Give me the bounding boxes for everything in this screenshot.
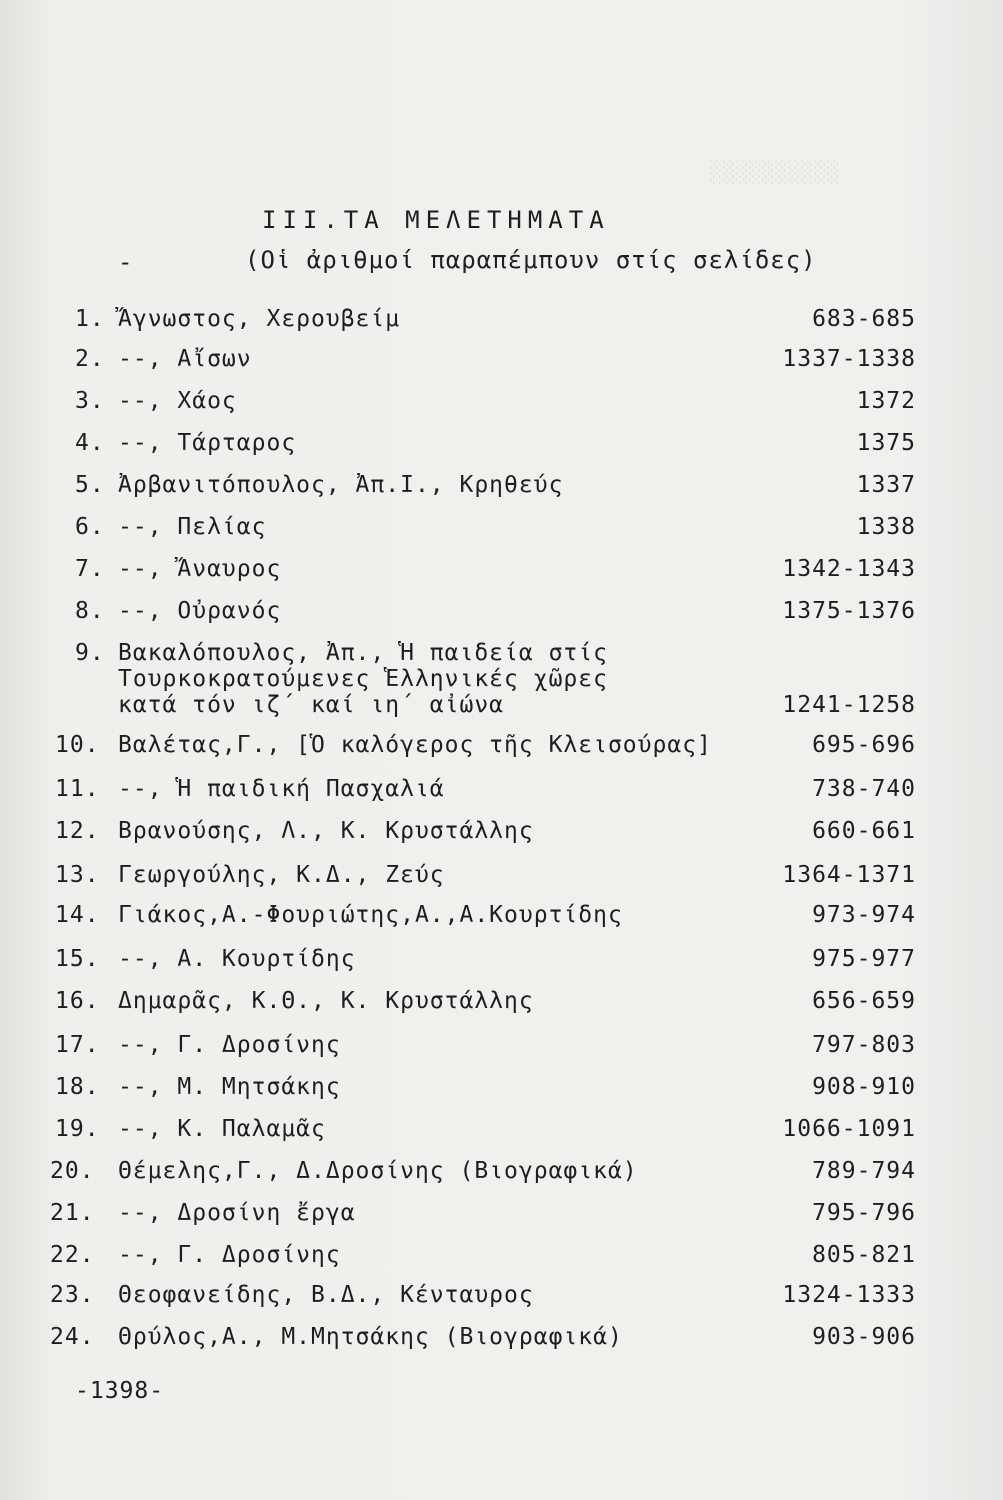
- entry-page-range: 795-796: [812, 1200, 916, 1226]
- entry-page-range: 1241-1258: [782, 692, 916, 718]
- entry-page-range: 683-685: [812, 306, 916, 332]
- entry-number: 24.: [50, 1324, 95, 1350]
- entry-page-range: 797-803: [812, 1032, 916, 1058]
- entry-title: --, Χάος: [118, 388, 237, 414]
- entry-page-range: 1375-1376: [782, 598, 916, 624]
- entry-number: 13.: [55, 862, 100, 888]
- entry-title: --, Οὐρανός: [118, 598, 282, 624]
- entry-title: --, Γ. Δροσίνης: [118, 1242, 341, 1268]
- entry-page-range: 1375: [856, 430, 916, 456]
- entry-title: --, Δροσίνη ἔργα: [118, 1200, 356, 1226]
- entry-number: 11.: [55, 776, 100, 802]
- entry-number: 1.: [75, 306, 105, 332]
- entry-page-range: 656-659: [812, 988, 916, 1014]
- entry-title: --, Γ. Δροσίνης: [118, 1032, 341, 1058]
- entry-title: Γιάκος,Α.-Φουριώτης,Α.,Α.Κουρτίδης: [118, 902, 623, 928]
- entry-title: Δημαρᾶς, Κ.Θ., Κ. Κρυστάλλης: [118, 988, 534, 1014]
- entry-number: 4.: [75, 430, 105, 456]
- section-title: III.ΤΑ ΜΕΛΕΤΗΜΑΤΑ: [262, 206, 610, 234]
- entry-page-range: 1337-1338: [782, 346, 916, 372]
- entry-page-range: 660-661: [812, 818, 916, 844]
- stray-dash-mark: -: [118, 248, 133, 276]
- entry-number: 19.: [55, 1116, 100, 1142]
- entry-page-range: 1324-1333: [782, 1282, 916, 1308]
- entry-title: Ἀρβανιτόπουλος, Ἀπ.Ι., Κρηθεύς: [118, 472, 564, 498]
- entry-number: 16.: [55, 988, 100, 1014]
- entry-number: 10.: [55, 732, 100, 758]
- entry-page-range: 695-696: [812, 732, 916, 758]
- entry-number: 18.: [55, 1074, 100, 1100]
- entry-number: 9.: [75, 640, 105, 666]
- entry-number: 3.: [75, 388, 105, 414]
- page-number: -1398-: [75, 1378, 165, 1404]
- show-through-texture: ░░░░░░░░░░: [710, 160, 841, 184]
- entry-number: 5.: [75, 472, 105, 498]
- entry-page-range: 903-906: [812, 1324, 916, 1350]
- entry-page-range: 738-740: [812, 776, 916, 802]
- entry-title: --, Τάρταρος: [118, 430, 297, 456]
- entry-title: --, Αἴσων: [118, 346, 252, 372]
- entry-title: Θρύλος,Α., Μ.Μητσάκης (Βιογραφικά): [118, 1324, 623, 1350]
- entry-number: 15.: [55, 946, 100, 972]
- entry-title: Βακαλόπουλος, Ἀπ., Ἡ παιδεία στίς Τουρκοκρατούμενες Ἑλληνικές χῶρες κατά τόν ιζ΄ καί ιη΄ αἰώνα: [118, 640, 608, 718]
- entry-title: --, Μ. Μητσάκης: [118, 1074, 341, 1100]
- section-subtitle: (Οἱ ἀριθμοί παραπέμπουν στίς σελίδες): [245, 246, 817, 274]
- entry-title: Ἄγνωστος, Χερουβείμ: [118, 306, 401, 332]
- entry-title: --, Κ. Παλαμᾶς: [118, 1116, 326, 1142]
- entry-number: 7.: [75, 556, 105, 582]
- entry-number: 14.: [55, 902, 100, 928]
- entry-page-range: 1342-1343: [782, 556, 916, 582]
- entry-number: 17.: [55, 1032, 100, 1058]
- entry-title: --, Πελίας: [118, 514, 267, 540]
- entry-title: --, Α. Κουρτίδης: [118, 946, 356, 972]
- entry-title: --, Ἄναυρος: [118, 556, 282, 582]
- entry-number: 20.: [50, 1158, 95, 1184]
- entry-title: Βρανούσης, Λ., Κ. Κρυστάλλης: [118, 818, 534, 844]
- entry-page-range: 908-910: [812, 1074, 916, 1100]
- entry-title: --, Ἡ παιδική Πασχαλιά: [118, 776, 445, 802]
- entry-title: Βαλέτας,Γ., [Ὁ καλόγερος τῆς Κλεισούρας]: [118, 732, 712, 758]
- entry-number: 8.: [75, 598, 105, 624]
- entry-number: 12.: [55, 818, 100, 844]
- entry-title: Γεωργούλης, Κ.Δ., Ζεύς: [118, 862, 445, 888]
- entry-page-range: 1338: [856, 514, 916, 540]
- entry-number: 6.: [75, 514, 105, 540]
- entry-number: 22.: [50, 1242, 95, 1268]
- entry-page-range: 1066-1091: [782, 1116, 916, 1142]
- entry-page-range: 1364-1371: [782, 862, 916, 888]
- entry-title: Θέμελης,Γ., Δ.Δροσίνης (Βιογραφικά): [118, 1158, 638, 1184]
- entry-title: Θεοφανείδης, Β.Δ., Κένταυρος: [118, 1282, 534, 1308]
- entry-number: 2.: [75, 346, 105, 372]
- entry-page-range: 805-821: [812, 1242, 916, 1268]
- entry-page-range: 973-974: [812, 902, 916, 928]
- entry-page-range: 789-794: [812, 1158, 916, 1184]
- entry-page-range: 975-977: [812, 946, 916, 972]
- entry-number: 23.: [50, 1282, 95, 1308]
- entry-page-range: 1337: [856, 472, 916, 498]
- entry-number: 21.: [50, 1200, 95, 1226]
- entry-page-range: 1372: [856, 388, 916, 414]
